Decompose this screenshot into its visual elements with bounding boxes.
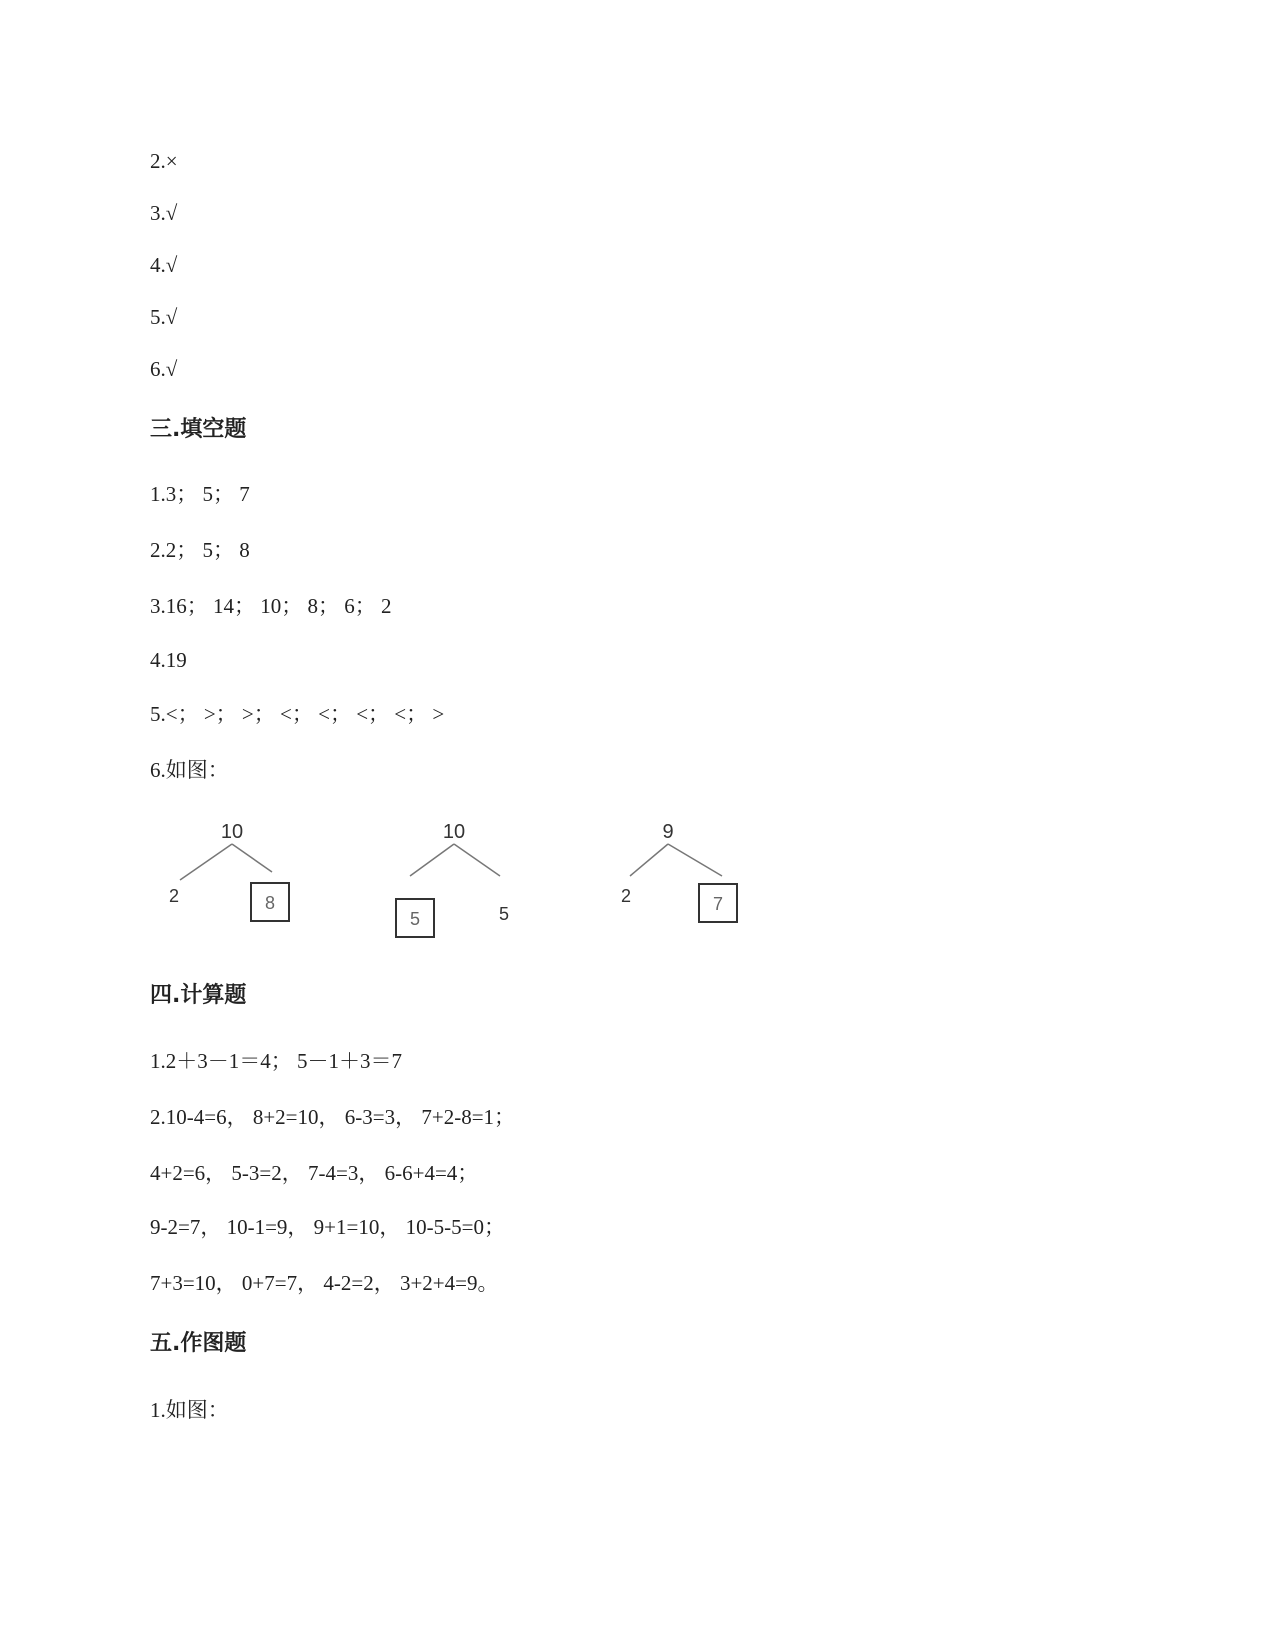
calc-answer-2-row-4: 7+3=10， 0+7=7， 4-2=2， 3+2+4=9。 — [150, 1271, 499, 1295]
fill-section-heading: 三.填空题 — [150, 417, 247, 442]
bond-1-right-part: 8 — [264, 893, 276, 913]
judge-answer-3: 3.√ — [150, 201, 178, 225]
draw-section-heading: 五.作图题 — [150, 1331, 247, 1356]
judge-answer-6: 6.√ — [150, 357, 178, 381]
bond-3-right-branch — [668, 844, 722, 876]
calc-answer-1: 1.2＋3－1＝4； 5－1＋3＝7 — [150, 1049, 402, 1073]
bond-2-right-part: 5 — [498, 904, 510, 924]
number-bond-3 — [621, 821, 737, 922]
calc-section-heading: 四.计算题 — [150, 983, 247, 1008]
bond-2-whole: 10 — [442, 821, 466, 843]
bond-3-whole: 9 — [662, 821, 674, 843]
fill-answer-4: 4.19 — [150, 648, 187, 672]
judge-answer-5: 5.√ — [150, 305, 178, 329]
judge-answer-2: 2.× — [150, 149, 178, 173]
bond-1-left-branch — [180, 844, 232, 880]
bond-2-left-branch — [410, 844, 454, 876]
number-bond-diagram — [160, 820, 800, 970]
judge-answer-4: 4.√ — [150, 253, 178, 277]
number-bond-1 — [169, 821, 289, 921]
number-bond-2 — [396, 821, 509, 937]
calc-answer-2-row-2: 4+2=6， 5-3=2， 7-4=3， 6-6+4=4； — [150, 1161, 479, 1185]
fill-answer-5: 5.<； >； >； <； <； <； <； > — [150, 702, 445, 726]
fill-answer-1: 1.3； 5； 7 — [150, 482, 250, 506]
bond-2-left-part: 5 — [409, 909, 421, 929]
calc-answer-2-row-1: 2.10-4=6， 8+2=10， 6-3=3， 7+2-8=1； — [150, 1105, 516, 1129]
bond-2-right-branch — [454, 844, 500, 876]
fill-answer-6: 6.如图： — [150, 758, 229, 782]
fill-answer-3: 3.16； 14； 10； 8； 6； 2 — [150, 594, 392, 618]
bond-3-right-part: 7 — [712, 894, 724, 914]
fill-answer-2: 2.2； 5； 8 — [150, 538, 250, 562]
bond-1-left-part: 2 — [168, 886, 180, 906]
calc-answer-2-row-3: 9-2=7， 10-1=9， 9+1=10， 10-5-5=0； — [150, 1215, 505, 1239]
bond-3-left-part: 2 — [620, 886, 632, 906]
bond-1-whole: 10 — [220, 821, 244, 843]
draw-answer-1: 1.如图： — [150, 1398, 229, 1422]
bond-3-left-branch — [630, 844, 668, 876]
bond-1-right-branch — [232, 844, 272, 872]
